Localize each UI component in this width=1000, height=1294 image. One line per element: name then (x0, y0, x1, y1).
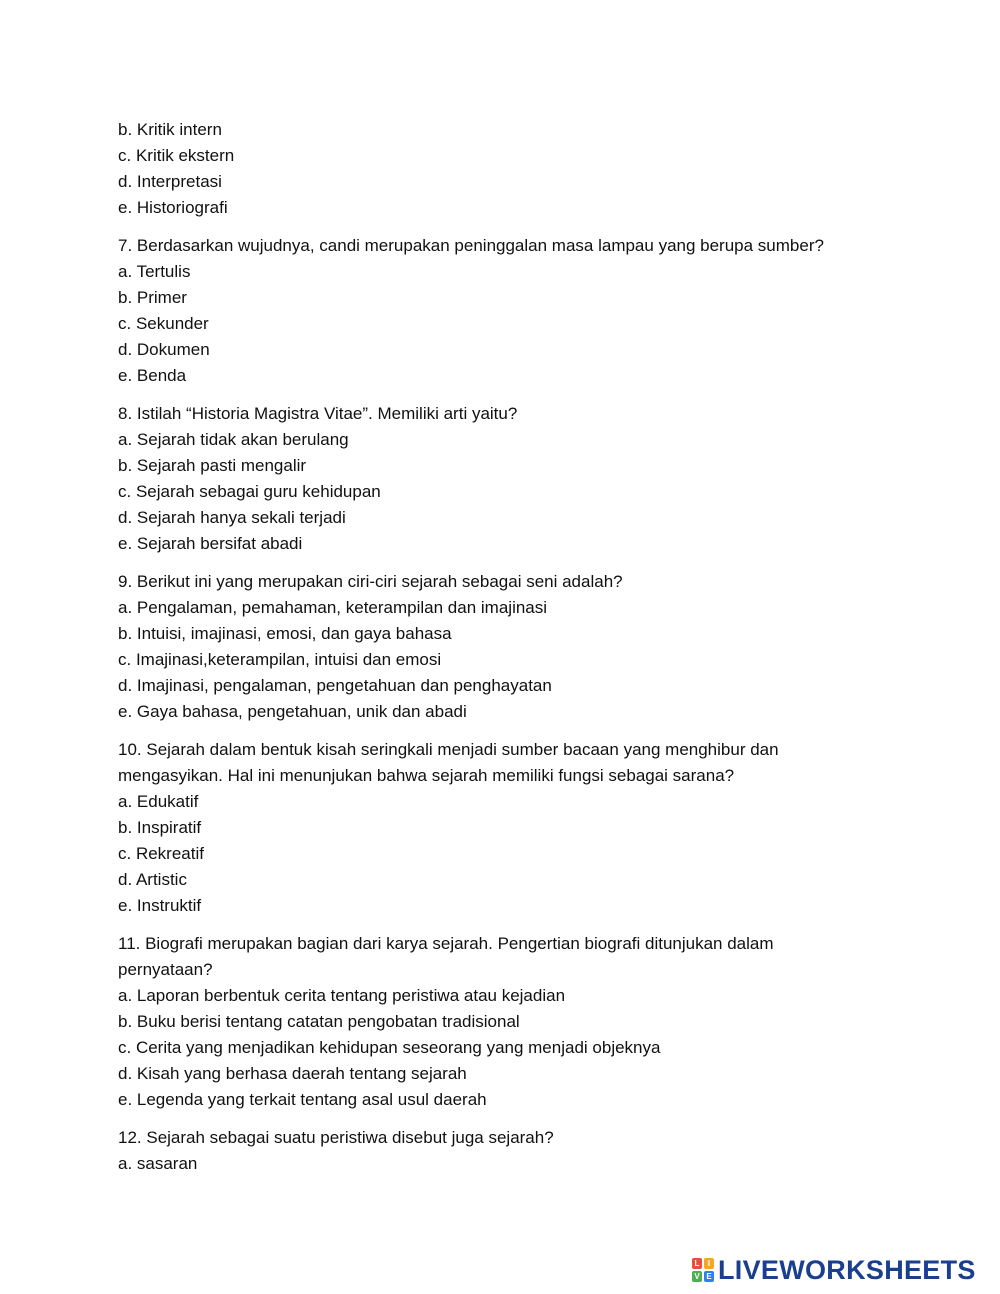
question-text-line: 10. Sejarah dalam bentuk kisah seringkali menjadi sumber bacaan yang menghibur dan (118, 740, 779, 759)
logo-mark-letter: E (704, 1271, 714, 1282)
option[interactable]: d. Sejarah hanya sekali terjadi (118, 508, 346, 527)
option[interactable]: b. Sejarah pasti mengalir (118, 456, 307, 475)
liveworksheets-logo (692, 1255, 976, 1285)
option[interactable]: d. Dokumen (118, 340, 210, 359)
option[interactable]: d. Artistic (118, 870, 187, 889)
question-8 (118, 401, 878, 557)
question-text-line: mengasyikan. Hal ini menunjukan bahwa sejarah memiliki fungsi sebagai sarana? (118, 766, 735, 785)
question-text: 12. Sejarah sebagai suatu peristiwa disebut juga sejarah? (118, 1128, 554, 1147)
logo-mark-letter: V (692, 1271, 702, 1282)
option[interactable]: e. Sejarah bersifat abadi (118, 534, 303, 553)
question-10 (118, 737, 878, 919)
worksheet-content (118, 117, 878, 1177)
question-12 (118, 1125, 878, 1177)
logo-text: LIVEWORKSHEETS (718, 1254, 976, 1285)
option[interactable]: b. Buku berisi tentang catatan pengobatan tradisional (118, 1012, 520, 1031)
question-text: 9. Berikut ini yang merupakan ciri-ciri sejarah sebagai seni adalah? (118, 572, 623, 591)
question-text: 8. Istilah “Historia Magistra Vitae”. Memiliki arti yaitu? (118, 404, 518, 423)
option[interactable]: a. Pengalaman, pemahaman, keterampilan dan imajinasi (118, 598, 548, 617)
option[interactable]: b. Primer (118, 288, 187, 307)
option[interactable]: a. sasaran (118, 1154, 198, 1173)
option[interactable]: c. Rekreatif (118, 844, 204, 863)
question-7 (118, 233, 878, 389)
option[interactable]: d. Imajinasi, pengalaman, pengetahuan dan penghayatan (118, 676, 552, 695)
liveworksheets-logo-icon (692, 1258, 714, 1282)
option[interactable]: c. Kritik ekstern (118, 146, 235, 165)
option[interactable]: d. Kisah yang berhasa daerah tentang sejarah (118, 1064, 467, 1083)
option[interactable]: b. Intuisi, imajinasi, emosi, dan gaya bahasa (118, 624, 452, 643)
option[interactable]: d. Interpretasi (118, 172, 222, 191)
option[interactable]: e. Instruktif (118, 896, 202, 915)
question-text: 7. Berdasarkan wujudnya, candi merupakan peninggalan masa lampau yang berupa sumber? (118, 236, 824, 255)
question-text-line: pernyataan? (118, 960, 213, 979)
question-11 (118, 931, 878, 1113)
logo-mark-letter: L (692, 1258, 702, 1269)
question-text-line: 11. Biografi merupakan bagian dari karya sejarah. Pengertian biografi ditunjukan dalam (118, 934, 774, 953)
option[interactable]: e. Benda (118, 366, 187, 385)
option[interactable]: c. Sejarah sebagai guru kehidupan (118, 482, 381, 501)
option[interactable]: c. Sekunder (118, 314, 209, 333)
option[interactable]: e. Legenda yang terkait tentang asal usul daerah (118, 1090, 487, 1109)
option[interactable]: a. Tertulis (118, 262, 191, 281)
question-6-continuation (118, 117, 878, 221)
option[interactable]: c. Cerita yang menjadikan kehidupan seseorang yang menjadi objeknya (118, 1038, 661, 1057)
option[interactable]: e. Gaya bahasa, pengetahuan, unik dan abadi (118, 702, 467, 721)
option[interactable]: b. Inspiratif (118, 818, 202, 837)
option[interactable]: a. Laporan berbentuk cerita tentang peristiwa atau kejadian (118, 986, 566, 1005)
option[interactable]: e. Historiografi (118, 198, 228, 217)
option[interactable]: a. Sejarah tidak akan berulang (118, 430, 349, 449)
option[interactable]: c. Imajinasi,keterampilan, intuisi dan emosi (118, 650, 442, 669)
option[interactable]: a. Edukatif (118, 792, 199, 811)
question-9 (118, 569, 878, 725)
option[interactable]: b. Kritik intern (118, 120, 222, 139)
logo-mark-letter: I (704, 1258, 714, 1269)
